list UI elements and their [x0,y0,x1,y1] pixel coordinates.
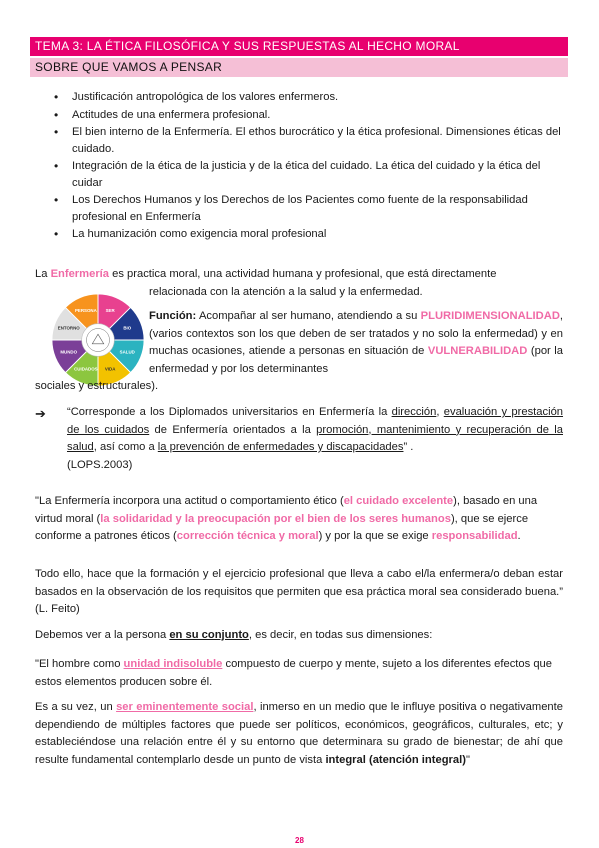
wheel-label: PERSONA [74,308,97,314]
wheel-label: SALUD [119,349,135,355]
incorpora-paragraph: "La Enfermería incorpora una actitud o comportamiento ético (el cuidado excelente), basado en una virtud moral (la solidaridad y la preocupación por el bien de los seres humanos), que se ejerce conforme a patrones éticos (corrección técnica y moral) y por la que se exige responsabilidad. [35,495,538,542]
list-item: • Actitudes de una enfermera profesional. [52,107,567,124]
nursing-dimensions-wheel-image [50,292,146,388]
intro-line: La Enfermería es practica moral, una actividad humana y profesional, que está directamente [35,268,497,280]
wheel-label: VIDA [104,366,116,372]
quote-source: (LOPS.2003) [67,458,133,471]
wheel-label: CUIDADOS [74,366,98,372]
debemos-paragraph: Debemos ver a la persona en su conjunto, es decir, en todas sus dimensiones: [35,629,433,641]
funcion-paragraph-end: sociales y estructurales). [35,380,159,392]
intro-line-2: relacionada con la atención a la salud y la enfermedad. [149,286,423,298]
page-number: 28 [295,836,304,845]
wheel-label: SER [105,308,115,314]
topic-title: TEMA 3: LA ÉTICA FILOSÓFICA Y SUS RESPUESTAS AL HECHO MORAL [35,39,460,53]
social-paragraph: Es a su vez, un ser eminentemente social, inmerso en un medio que le influye positiva o negativamente dependiendo de múltiples factores que puede ser políticos, económicos, geográficos, culturales, etc; y estableciéndose una relación entre él y su entorno que determinara su grado de bienestar; de ahí que resulte fundamental contemplarlo desde un punto de vista integral (atención integral)" [35,701,563,766]
lops-quote: “Corresponde a los Diplomados universitarios en Enfermería la dirección, evaluación y prestación de los cuidados de Enfermería orientados a la promoción, mantenimiento y recuperación de la salud, así como a la prevención de enfermedades y discapacidades” . (LOPS.2003) [67,404,563,474]
funcion-label: Función: [149,310,197,322]
keyword-vulnerabilidad: VULNERABILIDAD [427,345,528,357]
funcion-paragraph: Función: Acompañar al ser humano, atendiendo a su PLURIDIMENSIONALIDAD, (varios contextos son los que deben de ser tratados y no solo la enfermedad) y en muchas ocasiones, atiende a personas en situación de VULNERABILIDAD (por la enfermedad y por los determinantes [149,310,564,375]
hombre-paragraph: "El hombre como unidad indisoluble compuesto de cuerpo y mente, sujeto a los diferentes efectos que estos elementos producen sobre él. [35,658,552,688]
topic-title-band [30,37,568,56]
arrow-right-icon: ➔ [35,406,46,421]
wheel-label: BIO [123,325,132,331]
wheel-label: MUNDO [60,349,78,355]
list-item: • Los Derechos Humanos y los Derechos de los Pacientes como fuente de la responsabilidad profesional en Enfermería [52,192,567,225]
wheel-label: ENTORNO [57,325,80,331]
list-item: • Justificación antropológica de los valores enfermeros. [52,89,567,106]
list-item: • La humanización como exigencia moral profesional [52,226,567,243]
keyword-pluridimensionalidad: PLURIDIMENSIONALIDAD [420,310,560,322]
keyword-enfermeria: Enfermería [50,268,110,280]
section-subtitle: SOBRE QUE VAMOS A PENSAR [35,60,223,74]
section-subtitle-band [30,58,568,77]
todo-ello-paragraph: Todo ello, hace que la formación y el ejercicio profesional que lleva a cabo el/la enfermera/o deban estar basados en la observación de los requisitos que permiten que esa práctica moral sea considerado buena.” (L. Feito) [35,568,563,615]
list-item: • El bien interno de la Enfermería. El ethos burocrático y la ética profesional. Dimensiones éticas del cuidado. [52,124,567,157]
list-item: • Integración de la ética de la justicia y de la ética del cuidado. La ética del cuidado y la ética del cuidar [52,158,567,191]
topic-list [52,89,567,244]
